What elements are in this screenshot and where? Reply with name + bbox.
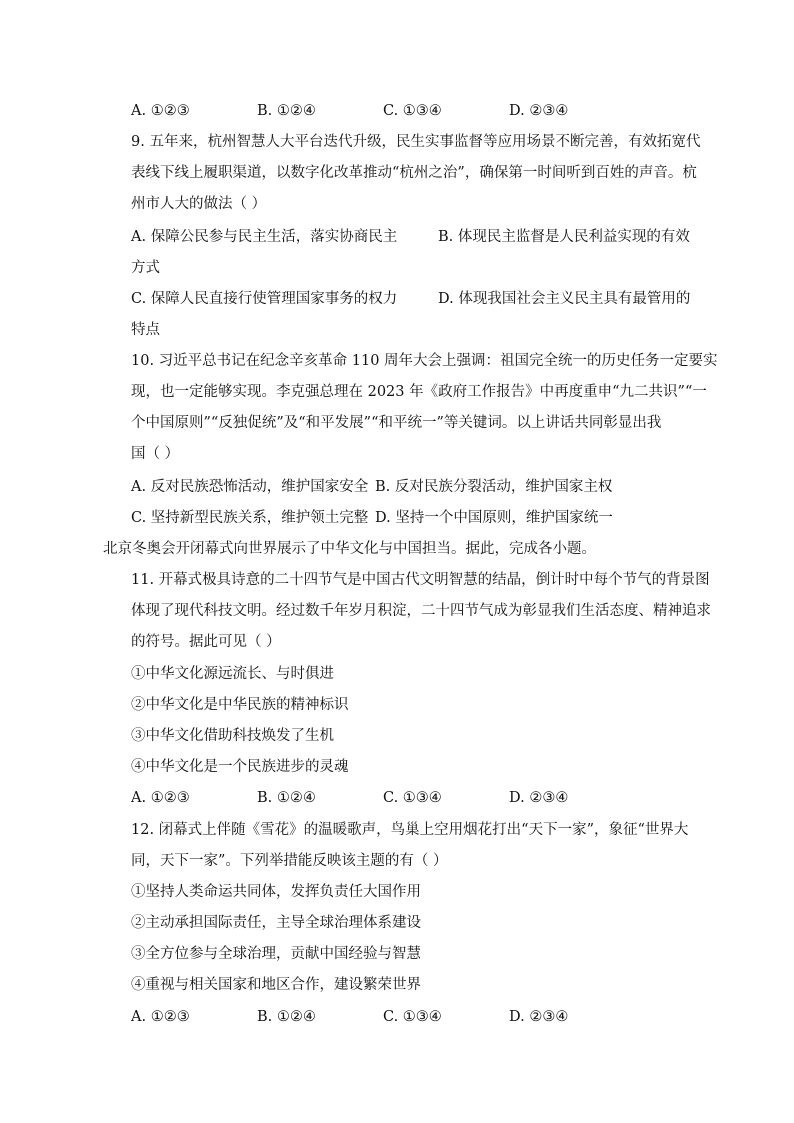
q12-option-b: B. ①②④ bbox=[257, 1009, 316, 1025]
q11-option-c: C. ①③④ bbox=[383, 790, 442, 806]
q12-item-3: ③全方位参与全球治理，贡献中国经验与智慧 bbox=[131, 946, 421, 962]
q9-option-c: C. 保障人民直接行使管理国家事务的权力 bbox=[131, 291, 398, 307]
q10-stem-line-4: 国（ ） bbox=[131, 446, 180, 462]
q11-options bbox=[131, 788, 731, 808]
q12-option-a: A. ①②③ bbox=[131, 1009, 190, 1025]
q10-stem-line-3: 个中国原则”“反独促统”及“和平发展”“和平统一”等关键词。以上讲话共同彰显出我 bbox=[131, 415, 662, 431]
option-a: A. ①②③ bbox=[131, 103, 190, 119]
prev-question-options bbox=[131, 101, 731, 121]
option-c: C. ①③④ bbox=[383, 103, 442, 119]
q11-option-d: D. ②③④ bbox=[509, 790, 569, 806]
q9-option-a: A. 保障公民参与民主生活，落实协商民主 bbox=[131, 229, 398, 245]
q11-item-1: ①中华文化源远流长、与时俱进 bbox=[131, 666, 334, 682]
q9-options-row-1 bbox=[131, 227, 731, 247]
section-intro: 北京冬奥会开闭幕式向世界展示了中华文化与中国担当。据此，完成各小题。 bbox=[103, 541, 596, 557]
q12-item-2: ②主动承担国际责任，主导全球治理体系建设 bbox=[131, 915, 421, 931]
q9-stem-line-1: 9. 五年来，杭州智慧人大平台迭代升级，民生实事监督等应用场景不断完善，有效拓宽代 bbox=[131, 134, 701, 150]
q11-stem-line-2: 体现了现代科技文明。经过数千年岁月积淀，二十四节气成为彰显我们生活态度、精神追求 bbox=[131, 603, 711, 619]
q11-item-4: ④中华文化是一个民族进步的灵魂 bbox=[131, 759, 349, 775]
q11-item-3: ③中华文化借助科技焕发了生机 bbox=[131, 728, 334, 744]
q12-options bbox=[131, 1007, 731, 1027]
q12-item-1: ①坚持人类命运共同体，发挥负责任大国作用 bbox=[131, 884, 421, 900]
q12-option-c: C. ①③④ bbox=[383, 1009, 442, 1025]
option-d: D. ②③④ bbox=[509, 103, 569, 119]
q12-stem-line-2: 同，天下一家”。下列举措能反映该主题的有（ ） bbox=[131, 853, 448, 869]
q9-option-d: D. 体现我国社会主义民主具有最管用的 bbox=[438, 291, 691, 307]
q9-stem-line-2: 表线下线上履职渠道，以数字化改革推动“杭州之治”，确保第一时间听到百姓的声音。杭 bbox=[131, 165, 697, 181]
q12-item-4: ④重视与相关国家和地区合作，建设繁荣世界 bbox=[131, 977, 421, 993]
q9-option-b-continued: 方式 bbox=[131, 260, 160, 276]
q11-item-2: ②中华文化是中华民族的精神标识 bbox=[131, 697, 349, 713]
q10-stem-line-2: 现，也一定能够实现。李克强总理在 2023 年《政府工作报告》中再度重申“九二共识”“一 bbox=[131, 384, 707, 400]
q11-stem-line-3: 的符号。据此可见（ ） bbox=[131, 634, 281, 650]
q10-options-row-1 bbox=[131, 477, 731, 497]
q9-options-row-2 bbox=[131, 289, 731, 309]
q12-option-d: D. ②③④ bbox=[509, 1009, 569, 1025]
q10-stem-line-1: 10. 习近平总书记在纪念辛亥革命 110 周年大会上强调：祖国完全统一的历史任务一定要实 bbox=[131, 353, 718, 369]
q9-stem-line-3: 州市人大的做法（ ） bbox=[131, 196, 267, 212]
q9-option-d-continued: 特点 bbox=[131, 322, 160, 338]
option-b: B. ①②④ bbox=[257, 103, 316, 119]
q10-option-c: C. 坚持新型民族关系，维护领土完整 bbox=[131, 510, 369, 526]
q12-stem-line-1: 12. 闭幕式上伴随《雪花》的温暖歌声，鸟巢上空用烟花打出“天下一家”，象征“世界大 bbox=[131, 822, 689, 838]
q11-stem-line-1: 11. 开幕式极具诗意的二十四节气是中国古代文明智慧的结晶，倒计时中每个节气的背景图 bbox=[131, 572, 710, 588]
q10-option-b: B. 反对民族分裂活动，维护国家主权 bbox=[375, 479, 613, 495]
q10-option-a: A. 反对民族恐怖活动，维护国家安全 bbox=[131, 479, 369, 495]
q11-option-b: B. ①②④ bbox=[257, 790, 316, 806]
q11-option-a: A. ①②③ bbox=[131, 790, 190, 806]
q9-option-b: B. 体现民主监督是人民利益实现的有效 bbox=[438, 229, 690, 245]
q10-options-row-2 bbox=[131, 508, 731, 528]
q10-option-d: D. 坚持一个中国原则，维护国家统一 bbox=[375, 510, 613, 526]
